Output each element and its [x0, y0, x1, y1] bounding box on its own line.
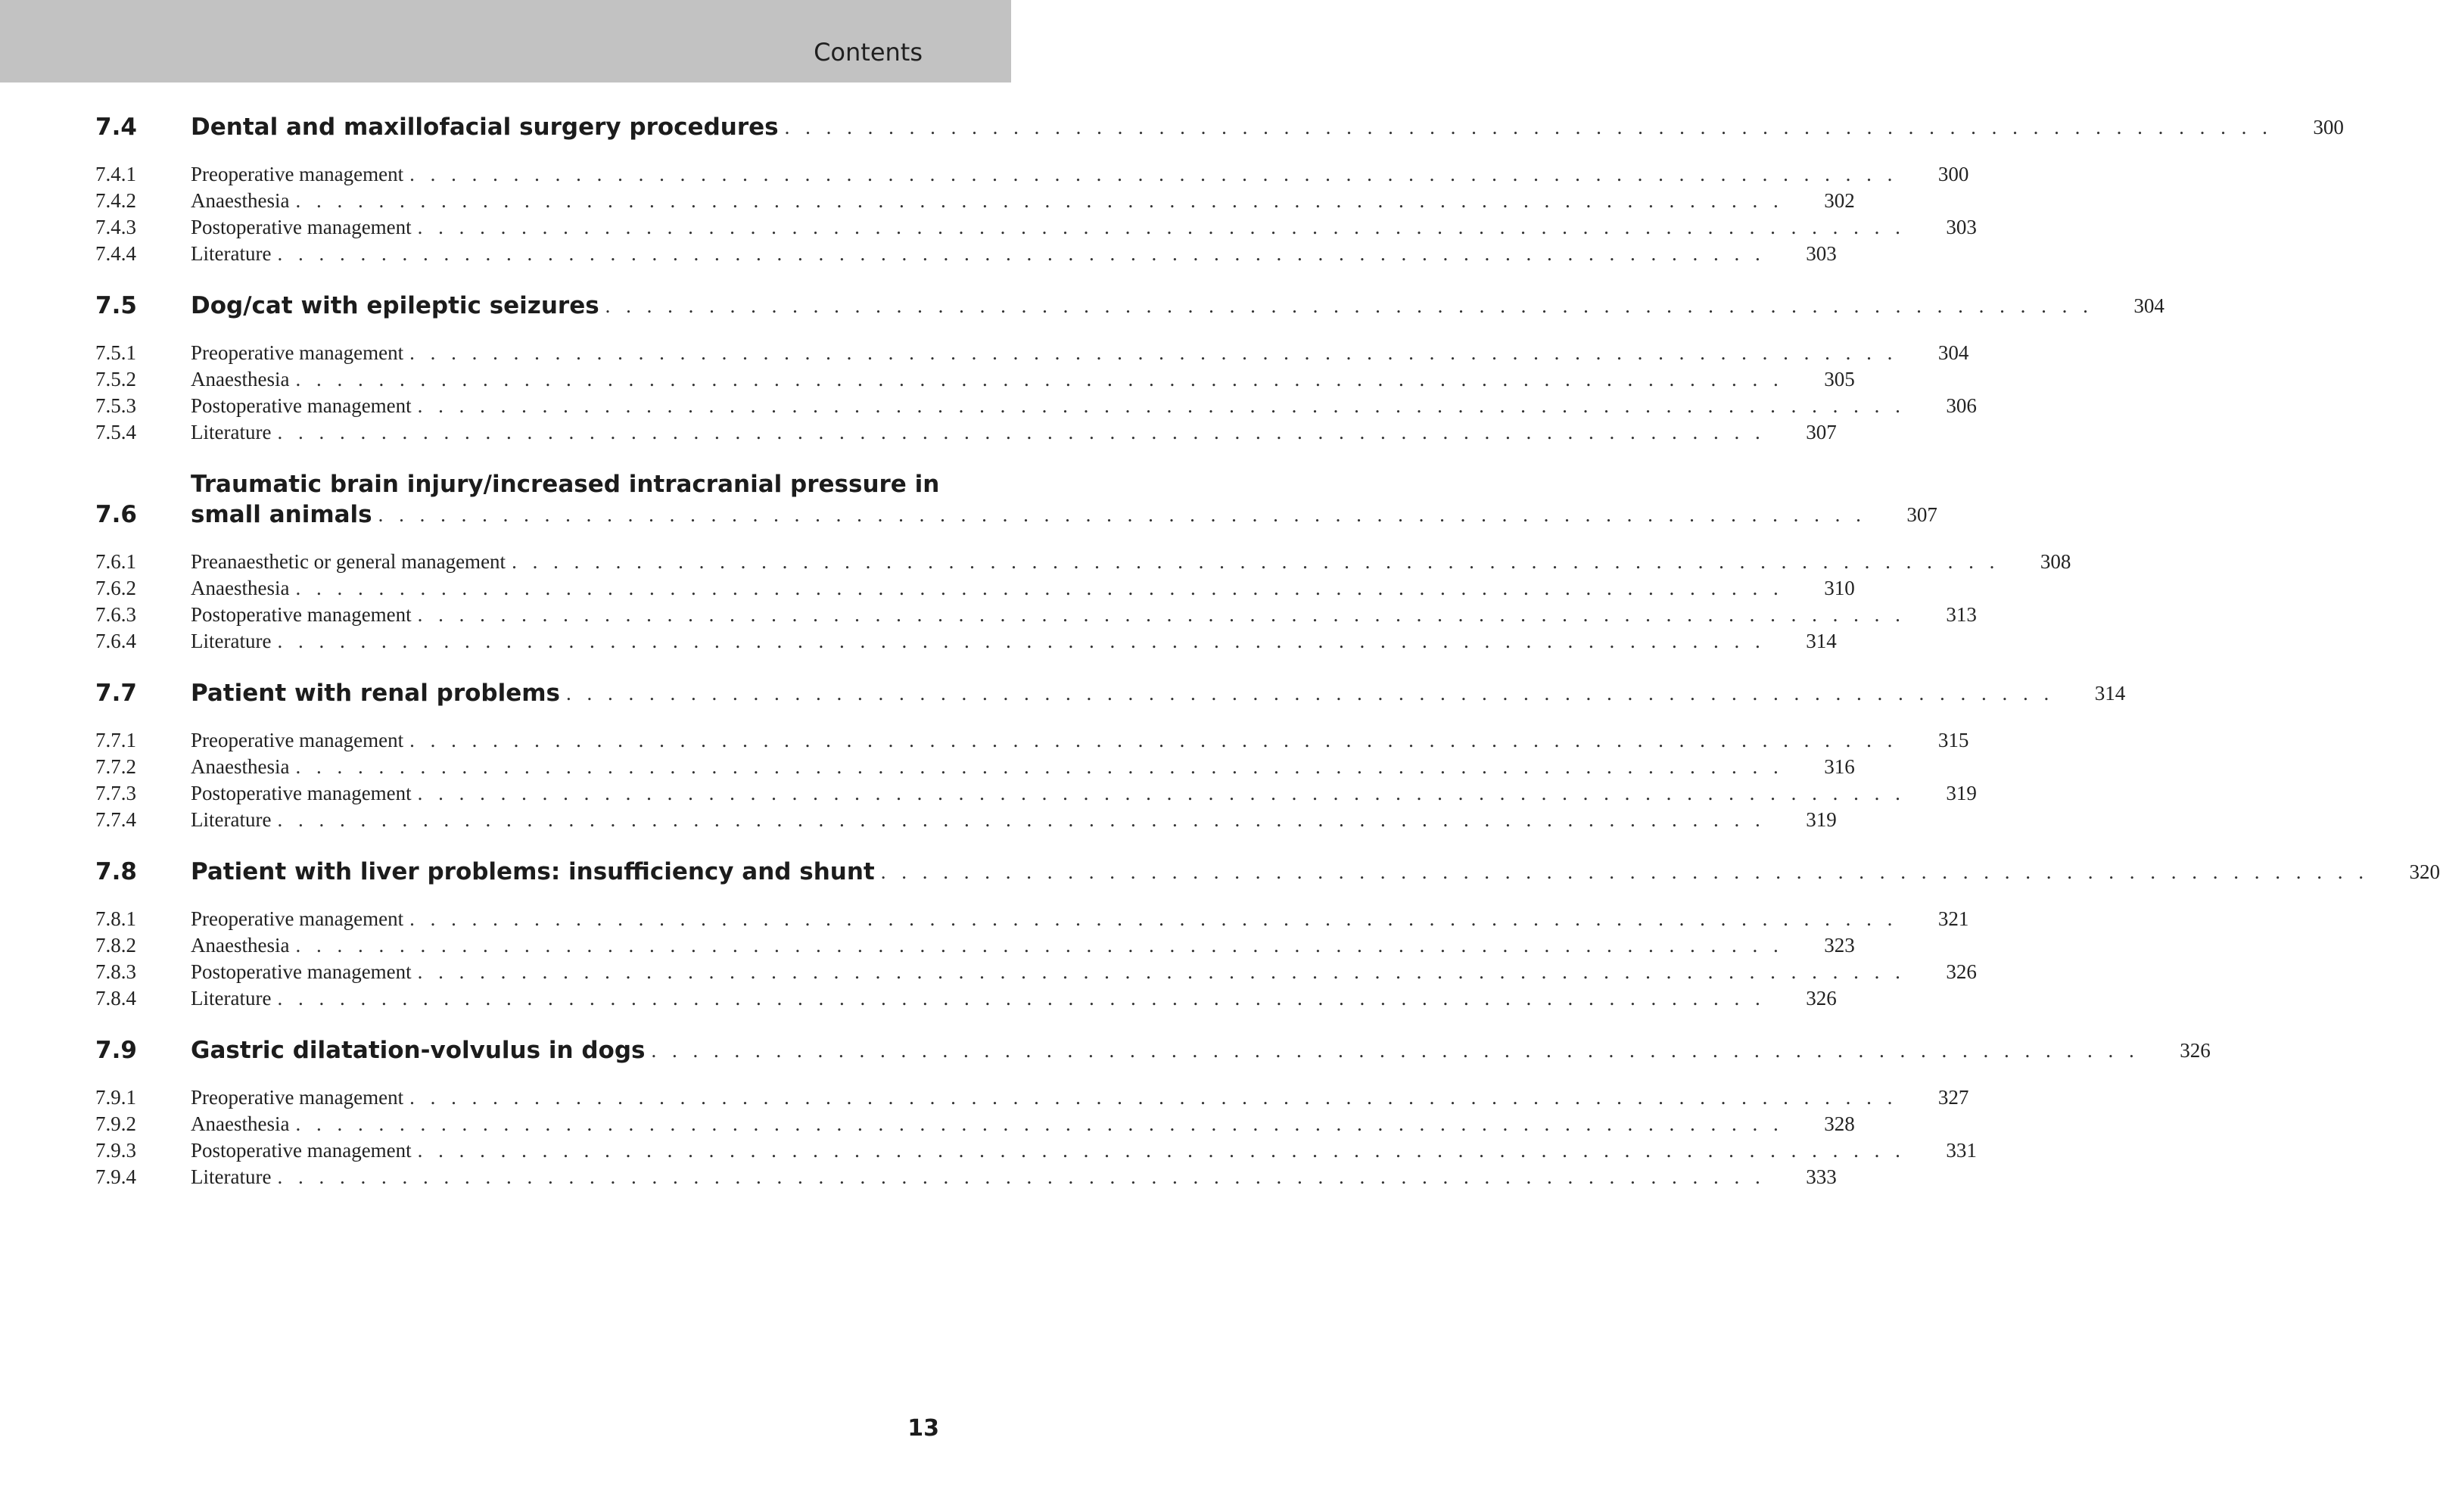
toc-section	[95, 857, 2440, 1012]
subsection-number: 7.5.3	[95, 394, 136, 417]
dot-leader: . . . . . . . . . . . . . . . . . . . . . . . . . . . . . . . . . . . . . . . . . . . . . . . . . . . . . . . . . . . . . . . . . . . . . . . .	[409, 1086, 1898, 1109]
subsection-number: 7.8.2	[95, 934, 136, 957]
dot-leader: . . . . . . . . . . . . . . . . . . . . . . . . . . . . . . . . . . . . . . . . . . . . . . . . . . . . . . . . . . . . . . . . . . . . . . . .	[409, 341, 1898, 364]
subsection-label: Anaesthesia	[191, 577, 290, 599]
subsection-number: 7.6.2	[95, 577, 136, 599]
dot-leader: . . . . . . . . . . . . . . . . . . . . . . . . . . . . . . . . . . . . . . . . . . . . . . . . . . . . . . . . . . . . . . . . . . . . . . . .	[277, 987, 1766, 1010]
section-title-line: Patient with liver problems: insufficiency and shunt	[191, 858, 875, 885]
section-title	[191, 469, 1901, 530]
subsection-entry	[191, 1164, 1800, 1190]
subsection-page-number: 310	[1824, 577, 1855, 599]
dot-leader: . . . . . . . . . . . . . . . . . . . . . . . . . . . . . . . . . . . . . . . . . . . . . . . . . . . . . . . . . . . . . . . . . . . . . . . .	[417, 782, 1906, 804]
section-title-line-with-leader	[191, 291, 2128, 321]
subsection-label: Postoperative management	[191, 960, 412, 983]
section-number: 7.9	[95, 1037, 137, 1064]
subsection-number: 7.4.1	[95, 163, 136, 185]
subsection-row[interactable]	[95, 340, 1969, 366]
subsection-entry	[191, 906, 1932, 932]
dot-leader: . . . . . . . . . . . . . . . . . . . . . . . . . . . . . . . . . . . . . . . . . . . . . . . . . . . . . . . . . . . . . . . . . . . . . . . .	[378, 503, 1866, 526]
subsection-row[interactable]	[95, 807, 1837, 833]
header-band	[0, 0, 1011, 82]
dot-leader: . . . . . . . . . . . . . . . . . . . . . . . . . . . . . . . . . . . . . . . . . . . . . . . . . . . . . . . . . . . . . . . . . . . . . . . .	[566, 682, 2055, 705]
section-title-line-with-leader	[191, 499, 1901, 530]
subsection-row[interactable]	[95, 161, 1969, 188]
dot-leader: . . . . . . . . . . . . . . . . . . . . . . . . . . . . . . . . . . . . . . . . . . . . . . . . . . . . . . . . . . . . . . . . . . . . . . . .	[651, 1039, 2140, 1062]
subsection-number: 7.4.4	[95, 242, 136, 265]
dot-leader: . . . . . . . . . . . . . . . . . . . . . . . . . . . . . . . . . . . . . . . . . . . . . . . . . . . . . . . . . . . . . . . . . . . . . . . .	[277, 630, 1766, 652]
subsection-number: 7.5.1	[95, 341, 136, 364]
subsection-row[interactable]	[95, 1084, 1969, 1111]
subsection-row[interactable]	[95, 985, 1837, 1012]
subsection-row[interactable]	[95, 575, 1855, 602]
subsection-number: 7.4.3	[95, 216, 136, 238]
toc-section	[95, 291, 2165, 446]
subsection-label: Literature	[191, 242, 272, 265]
section-title-line: Traumatic brain injury/increased intracranial pressure in	[191, 471, 940, 498]
subsection-row[interactable]	[95, 727, 1969, 754]
subsection-number: 7.7.3	[95, 782, 136, 804]
section-number: 7.7	[95, 680, 137, 707]
dot-leader: . . . . . . . . . . . . . . . . . . . . . . . . . . . . . . . . . . . . . . . . . . . . . . . . . . . . . . . . . . . . . . . . . . . . . . . .	[295, 934, 1784, 957]
dot-leader: . . . . . . . . . . . . . . . . . . . . . . . . . . . . . . . . . . . . . . . . . . . . . . . . . . . . . . . . . . . . . . . . . . . . . . . .	[417, 603, 1906, 626]
section-page-number: 320	[2409, 860, 2440, 883]
section-title-line-with-leader	[191, 857, 2404, 887]
subsection-entry	[191, 1084, 1932, 1111]
subsection-page-number: 316	[1824, 755, 1855, 778]
section-title-line-with-leader	[191, 678, 2089, 708]
subsection-entry	[191, 393, 1940, 419]
subsection-number: 7.6.1	[95, 550, 136, 573]
subsection-row[interactable]	[95, 366, 1855, 393]
dot-leader: . . . . . . . . . . . . . . . . . . . . . . . . . . . . . . . . . . . . . . . . . . . . . . . . . . . . . . . . . . . . . . . . . . . . . . . .	[295, 755, 1784, 778]
subsection-row[interactable]	[95, 932, 1855, 959]
section-title-line-with-leader	[191, 1035, 2174, 1066]
dot-leader: . . . . . . . . . . . . . . . . . . . . . . . . . . . . . . . . . . . . . . . . . . . . . . . . . . . . . . . . . . . . . . . . . . . . . . . .	[409, 163, 1898, 185]
subsection-page-number: 303	[1806, 242, 1837, 265]
subsection-row[interactable]	[95, 754, 1855, 780]
subsection-page-number: 315	[1937, 729, 1969, 751]
subsection-number: 7.7.2	[95, 755, 136, 778]
subsection-label: Postoperative management	[191, 782, 412, 804]
dot-leader: . . . . . . . . . . . . . . . . . . . . . . . . . . . . . . . . . . . . . . . . . . . . . . . . . . . . . . . . . . . . . . . . . . . . . . . .	[295, 1112, 1784, 1135]
subsection-entry	[191, 985, 1800, 1012]
subsection-row[interactable]	[95, 419, 1837, 446]
section-heading-row[interactable]	[95, 112, 2344, 142]
subsection-label: Anaesthesia	[191, 755, 290, 778]
section-title	[191, 678, 2089, 708]
subsection-entry	[191, 807, 1800, 833]
section-page-number: 304	[2133, 294, 2165, 317]
section-page-number: 314	[2094, 682, 2126, 705]
subsection-number: 7.8.4	[95, 987, 136, 1010]
subsection-entry	[191, 932, 1819, 959]
section-title-line-with-leader	[191, 112, 2308, 142]
subsection-label: Anaesthesia	[191, 934, 290, 957]
section-title-line: Patient with renal problems	[191, 680, 560, 707]
subsection-row[interactable]	[95, 1164, 1837, 1190]
subsection-number: 7.5.4	[95, 421, 136, 443]
section-title-line: Dog/cat with epileptic seizures	[191, 292, 599, 319]
dot-leader: . . . . . . . . . . . . . . . . . . . . . . . . . . . . . . . . . . . . . . . . . . . . . . . . . . . . . . . . . . . . . . . . . . . . . . . .	[417, 1139, 1906, 1162]
subsection-page-number: 300	[1937, 163, 1969, 185]
subsection-entry	[191, 241, 1800, 267]
subsection-number: 7.8.3	[95, 960, 136, 983]
subsection-entry	[191, 188, 1819, 214]
toc-section	[95, 112, 2344, 267]
subsection-row[interactable]	[95, 241, 1837, 267]
subsection-number: 7.6.4	[95, 630, 136, 652]
subsection-label: Preoperative management	[191, 341, 404, 364]
dot-leader: . . . . . . . . . . . . . . . . . . . . . . . . . . . . . . . . . . . . . . . . . . . . . . . . . . . . . . . . . . . . . . . . . . . . . . . .	[409, 907, 1898, 930]
subsection-number: 7.8.1	[95, 907, 136, 930]
subsection-page-number: 305	[1824, 368, 1855, 390]
subsection-entry	[191, 161, 1932, 188]
subsection-page-number: 327	[1937, 1086, 1969, 1109]
subsection-entry	[191, 340, 1932, 366]
dot-leader: . . . . . . . . . . . . . . . . . . . . . . . . . . . . . . . . . . . . . . . . . . . . . . . . . . . . . . . . . . . . . . . . . . . . . . . .	[277, 421, 1766, 443]
subsection-row[interactable]	[95, 549, 2071, 575]
section-title	[191, 857, 2404, 887]
dot-leader: . . . . . . . . . . . . . . . . . . . . . . . . . . . . . . . . . . . . . . . . . . . . . . . . . . . . . . . . . . . . . . . . . . . . . . . .	[417, 394, 1906, 417]
section-heading-row[interactable]	[95, 469, 1937, 530]
subsection-page-number: 314	[1806, 630, 1837, 652]
dot-leader: . . . . . . . . . . . . . . . . . . . . . . . . . . . . . . . . . . . . . . . . . . . . . . . . . . . . . . . . . . . . . . . . . . . . . . . .	[784, 116, 2273, 138]
section-number: 7.6	[95, 501, 137, 528]
subsection-entry	[191, 214, 1940, 241]
dot-leader: . . . . . . . . . . . . . . . . . . . . . . . . . . . . . . . . . . . . . . . . . . . . . . . . . . . . . . . . . . . . . . . . . . . . . . . .	[277, 242, 1766, 265]
subsection-page-number: 302	[1824, 189, 1855, 212]
subsection-row[interactable]	[95, 602, 1977, 628]
subsection-row[interactable]	[95, 780, 1977, 807]
section-title-line: small animals	[191, 501, 372, 528]
subsection-entry	[191, 366, 1819, 393]
running-header-title: Contents	[814, 38, 923, 67]
subsection-number: 7.7.1	[95, 729, 136, 751]
subsection-label: Literature	[191, 630, 272, 652]
subsection-page-number: 306	[1946, 394, 1977, 417]
section-title	[191, 112, 2308, 142]
subsection-label: Postoperative management	[191, 216, 412, 238]
subsection-row[interactable]	[95, 906, 1969, 932]
dot-leader: . . . . . . . . . . . . . . . . . . . . . . . . . . . . . . . . . . . . . . . . . . . . . . . . . . . . . . . . . . . . . . . . . . . . . . . .	[295, 368, 1784, 390]
subsection-number: 7.9.1	[95, 1086, 136, 1109]
section-heading-row[interactable]	[95, 678, 2126, 708]
subsection-entry	[191, 959, 1940, 985]
section-heading-row[interactable]	[95, 291, 2165, 321]
subsection-entry	[191, 419, 1800, 446]
subsection-row[interactable]	[95, 188, 1855, 214]
subsection-label: Preoperative management	[191, 907, 404, 930]
section-title-line: Gastric dilatation-volvulus in dogs	[191, 1037, 646, 1064]
subsection-row[interactable]	[95, 1137, 1977, 1164]
toc-section	[95, 1035, 2211, 1190]
subsection-page-number: 319	[1806, 808, 1837, 831]
subsection-page-number: 308	[2040, 550, 2071, 573]
table-of-contents	[95, 112, 2440, 1214]
subsection-label: Preoperative management	[191, 1086, 404, 1109]
toc-section	[95, 678, 2126, 833]
dot-leader: . . . . . . . . . . . . . . . . . . . . . . . . . . . . . . . . . . . . . . . . . . . . . . . . . . . . . . . . . . . . . . . . . . . . . . . .	[880, 860, 2369, 883]
subsection-number: 7.5.2	[95, 368, 136, 390]
section-title	[191, 1035, 2174, 1066]
subsection-entry	[191, 1137, 1940, 1164]
dot-leader: . . . . . . . . . . . . . . . . . . . . . . . . . . . . . . . . . . . . . . . . . . . . . . . . . . . . . . . . . . . . . . . . . . . . . . . .	[277, 1165, 1766, 1188]
section-heading-row[interactable]	[95, 1035, 2211, 1066]
subsection-entry	[191, 628, 1800, 655]
subsection-number: 7.6.3	[95, 603, 136, 626]
subsection-entry	[191, 575, 1819, 602]
subsection-page-number: 331	[1946, 1139, 1977, 1162]
section-number: 7.8	[95, 858, 137, 885]
section-title	[191, 291, 2128, 321]
subsection-number: 7.9.3	[95, 1139, 136, 1162]
subsection-label: Preoperative management	[191, 163, 404, 185]
subsection-page-number: 328	[1824, 1112, 1855, 1135]
subsection-page-number: 307	[1806, 421, 1837, 443]
dot-leader: . . . . . . . . . . . . . . . . . . . . . . . . . . . . . . . . . . . . . . . . . . . . . . . . . . . . . . . . . . . . . . . . . . . . . . . .	[417, 216, 1906, 238]
subsection-label: Anaesthesia	[191, 189, 290, 212]
subsection-row[interactable]	[95, 393, 1977, 419]
subsection-label: Literature	[191, 421, 272, 443]
section-number: 7.5	[95, 292, 137, 319]
subsection-label: Postoperative management	[191, 603, 412, 626]
subsection-page-number: 304	[1937, 341, 1969, 364]
section-page-number: 307	[1906, 503, 1937, 526]
dot-leader: . . . . . . . . . . . . . . . . . . . . . . . . . . . . . . . . . . . . . . . . . . . . . . . . . . . . . . . . . . . . . . . . . . . . . . . .	[605, 294, 2093, 317]
dot-leader: . . . . . . . . . . . . . . . . . . . . . . . . . . . . . . . . . . . . . . . . . . . . . . . . . . . . . . . . . . . . . . . . . . . . . . . .	[417, 960, 1906, 983]
subsection-entry	[191, 602, 1940, 628]
subsection-page-number: 323	[1824, 934, 1855, 957]
section-page-number: 300	[2313, 116, 2344, 138]
section-number: 7.4	[95, 114, 137, 141]
subsection-label: Literature	[191, 987, 272, 1010]
subsection-row[interactable]	[95, 1111, 1855, 1137]
subsection-entry	[191, 754, 1819, 780]
dot-leader: . . . . . . . . . . . . . . . . . . . . . . . . . . . . . . . . . . . . . . . . . . . . . . . . . . . . . . . . . . . . . . . . . . . . . . . .	[295, 577, 1784, 599]
subsection-label: Anaesthesia	[191, 1112, 290, 1135]
subsection-entry	[191, 780, 1940, 807]
page-number: 13	[907, 1415, 939, 1442]
subsection-number: 7.9.4	[95, 1165, 136, 1188]
section-title-line: Dental and maxillofacial surgery procedures	[191, 114, 779, 141]
dot-leader: . . . . . . . . . . . . . . . . . . . . . . . . . . . . . . . . . . . . . . . . . . . . . . . . . . . . . . . . . . . . . . . . . . . . . . . .	[277, 808, 1766, 831]
dot-leader: . . . . . . . . . . . . . . . . . . . . . . . . . . . . . . . . . . . . . . . . . . . . . . . . . . . . . . . . . . . . . . . . . . . . . . . .	[512, 550, 2000, 573]
subsection-page-number: 303	[1946, 216, 1977, 238]
subsection-page-number: 326	[1806, 987, 1837, 1010]
subsection-page-number: 321	[1937, 907, 1969, 930]
dot-leader: . . . . . . . . . . . . . . . . . . . . . . . . . . . . . . . . . . . . . . . . . . . . . . . . . . . . . . . . . . . . . . . . . . . . . . . .	[295, 189, 1784, 212]
subsection-row[interactable]	[95, 214, 1977, 241]
subsection-entry	[191, 727, 1932, 754]
toc-section	[95, 469, 2071, 655]
dot-leader: . . . . . . . . . . . . . . . . . . . . . . . . . . . . . . . . . . . . . . . . . . . . . . . . . . . . . . . . . . . . . . . . . . . . . . . .	[409, 729, 1898, 751]
subsection-row[interactable]	[95, 628, 1837, 655]
subsection-page-number: 313	[1946, 603, 1977, 626]
subsection-page-number: 326	[1946, 960, 1977, 983]
subsection-label: Literature	[191, 808, 272, 831]
section-page-number: 326	[2180, 1039, 2211, 1062]
subsection-entry	[191, 1111, 1819, 1137]
subsection-label: Anaesthesia	[191, 368, 290, 390]
subsection-page-number: 333	[1806, 1165, 1837, 1188]
subsection-row[interactable]	[95, 959, 1977, 985]
subsection-page-number: 319	[1946, 782, 1977, 804]
subsection-number: 7.7.4	[95, 808, 136, 831]
subsection-entry	[191, 549, 2034, 575]
subsection-label: Postoperative management	[191, 1139, 412, 1162]
subsection-label: Preoperative management	[191, 729, 404, 751]
subsection-number: 7.9.2	[95, 1112, 136, 1135]
subsection-label: Postoperative management	[191, 394, 412, 417]
subsection-label: Literature	[191, 1165, 272, 1188]
subsection-number: 7.4.2	[95, 189, 136, 212]
section-heading-row[interactable]	[95, 857, 2440, 887]
subsection-label: Preanaesthetic or general management	[191, 550, 506, 573]
